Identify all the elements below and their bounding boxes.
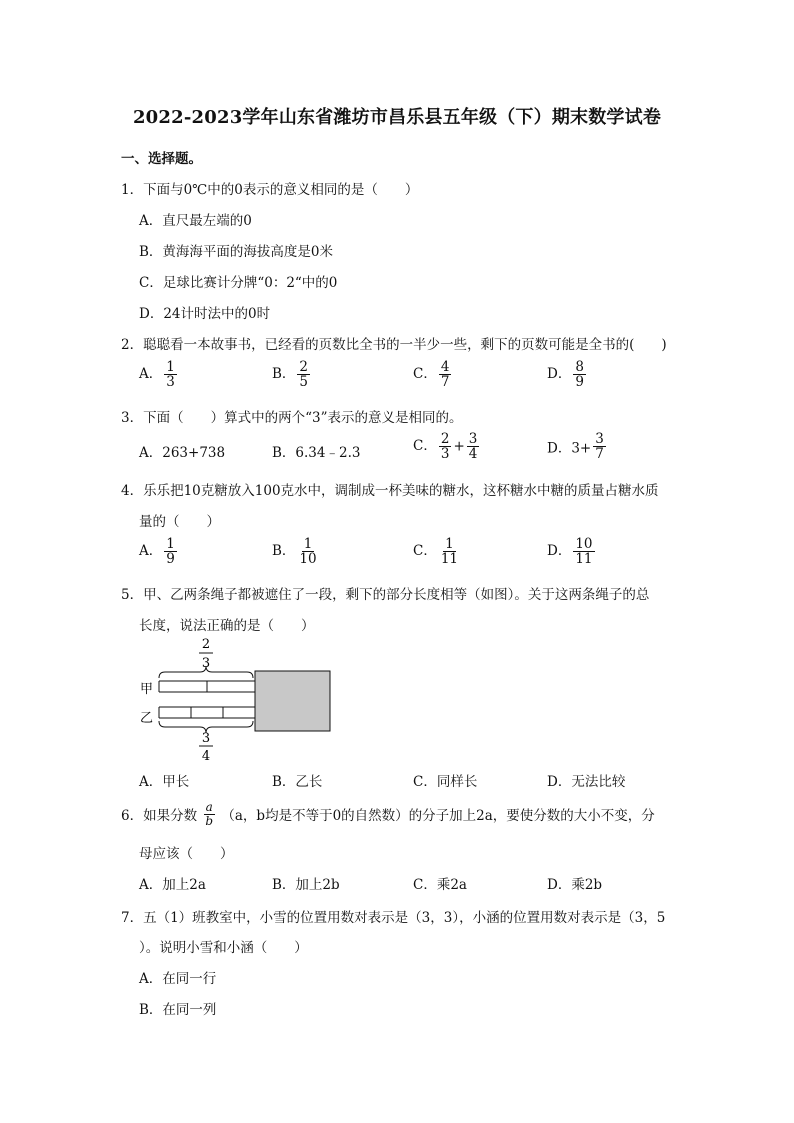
question-6-stem-line2: 母应该（ ） [139,846,234,862]
fraction: $\frac{3}{7}$ [595,431,604,463]
question-7-option-a: A．在同一行 [139,971,217,987]
fraction: $\frac{1}{11}$ [440,536,459,568]
question-3-stem: 3．下面（ ）算式中的两个“3”表示的意义是相同的。 [121,410,463,426]
question-5-option-b: B．乙长 [272,774,323,790]
question-7-stem-line1: 7．五（1）班教室中，小雪的位置用数对表示是（3，3），小涵的位置用数对表示是（3，5 [121,910,666,926]
question-6-stem-line1 [121,801,655,827]
question-5-option-c: C．同样长 [413,774,478,790]
question-6-option-b: B．加上2b [272,877,340,893]
question-4-option-b [272,537,321,566]
option-label: A． [139,366,163,383]
question-3-option-b: B．6.34﹣2.3 [272,445,361,461]
option-label: A． [139,543,163,560]
question-4-option-d [547,537,597,566]
fraction: $\frac{8}{9}$ [575,359,584,391]
fraction: $\frac{1}{3}$ [166,359,175,391]
question-4-stem-line2: 量的（ ） [139,514,220,530]
rope-yi-label: 乙 [140,711,154,726]
question-1-option-c: C．足球比赛计分牌“0：2“中的0 [139,275,338,291]
question-5-option-d: D．无法比较 [547,774,626,790]
question-6-option-c: C．乘2a [413,877,467,893]
question-5-stem-line1: 5．甲、乙两条绳子都被遮住了一段，剩下的部分长度相等（如图）。关于这两条绳子的总 [121,587,650,603]
option-label: B． [272,366,296,383]
top-fraction-denominator: 3 [201,656,211,671]
option-label: D．3+ [547,440,592,457]
question-6-option-d: D．乘2b [547,877,603,893]
rope-jia-label: 甲 [140,682,154,697]
question-5-stem-line2: 长度，说法正确的是（ ） [139,618,315,634]
question-3-option-c [413,432,481,461]
page-title: 2022-2023学年山东省潍坊市昌乐县五年级（下）期末数学试卷 [132,107,662,128]
top-fraction-numerator: 2 [201,637,211,652]
question-5-option-a: A．甲长 [139,774,190,790]
bottom-fraction-denominator: 4 [201,749,211,764]
fraction: $\frac{4}{7}$ [440,359,450,391]
fraction: $\frac{3}{4}$ [468,431,478,463]
option-label: C． [413,438,437,455]
plus-sign: + [453,438,465,455]
option-label: D． [547,366,572,383]
option-label: D． [547,543,572,560]
section-heading: 一、选择题。 [121,151,202,167]
fraction: $\frac{1}{10}$ [299,536,317,568]
question-2-option-c [413,360,453,389]
question-4-option-c [413,537,462,566]
rope-figure [130,632,340,764]
question-2-option-a [139,360,179,389]
fraction: $\frac{10}{11}$ [575,536,593,568]
question-3-option-d [547,432,608,461]
bottom-fraction-numerator: 3 [201,731,211,746]
q6-post: （a，b均是不等于0的自然数）的分子加上2a，要使分数的大小不变，分 [221,808,655,825]
top-brace [159,666,253,678]
question-3-option-a: A．263+738 [139,445,226,461]
fraction: $\frac{2}{3}$ [440,431,450,463]
fraction: $\frac{2}{5}$ [299,359,309,391]
question-7-option-b: B．在同一列 [139,1002,217,1018]
question-2-option-d [547,360,588,389]
option-label: C． [413,543,437,560]
question-2-option-b [272,360,312,389]
option-label: C． [413,366,437,383]
q6-pre: 6．如果分数 [121,808,198,825]
question-4-stem-line1: 4．乐乐把10克糖放入100克水中，调制成一杯美味的糖水，这杯糖水中糖的质量占糖水质 [121,483,659,499]
question-1-option-a: A．直尺最左端的0 [139,213,252,229]
question-2-stem: 2．聪聪看一本故事书，已经看的页数比全书的一半少一些，剩下的页数可能是全书的( ) [121,337,667,353]
question-7-stem-line2: ）。说明小雪和小涵（ ） [139,940,308,956]
cover-box [255,671,330,731]
question-1-option-b: B．黄海海平面的海拔高度是0米 [139,244,334,260]
option-label: B． [272,543,296,560]
question-1-option-d: D．24计时法中的0时 [139,306,271,322]
question-4-option-a [139,537,179,566]
question-6-option-a: A．加上2a [139,877,206,893]
fraction: $\frac{a}{b}$ [205,800,214,828]
question-1-stem: 1．下面与0℃中的0表示的意义相同的是（ ） [121,182,419,198]
fraction: $\frac{1}{9}$ [166,536,175,568]
